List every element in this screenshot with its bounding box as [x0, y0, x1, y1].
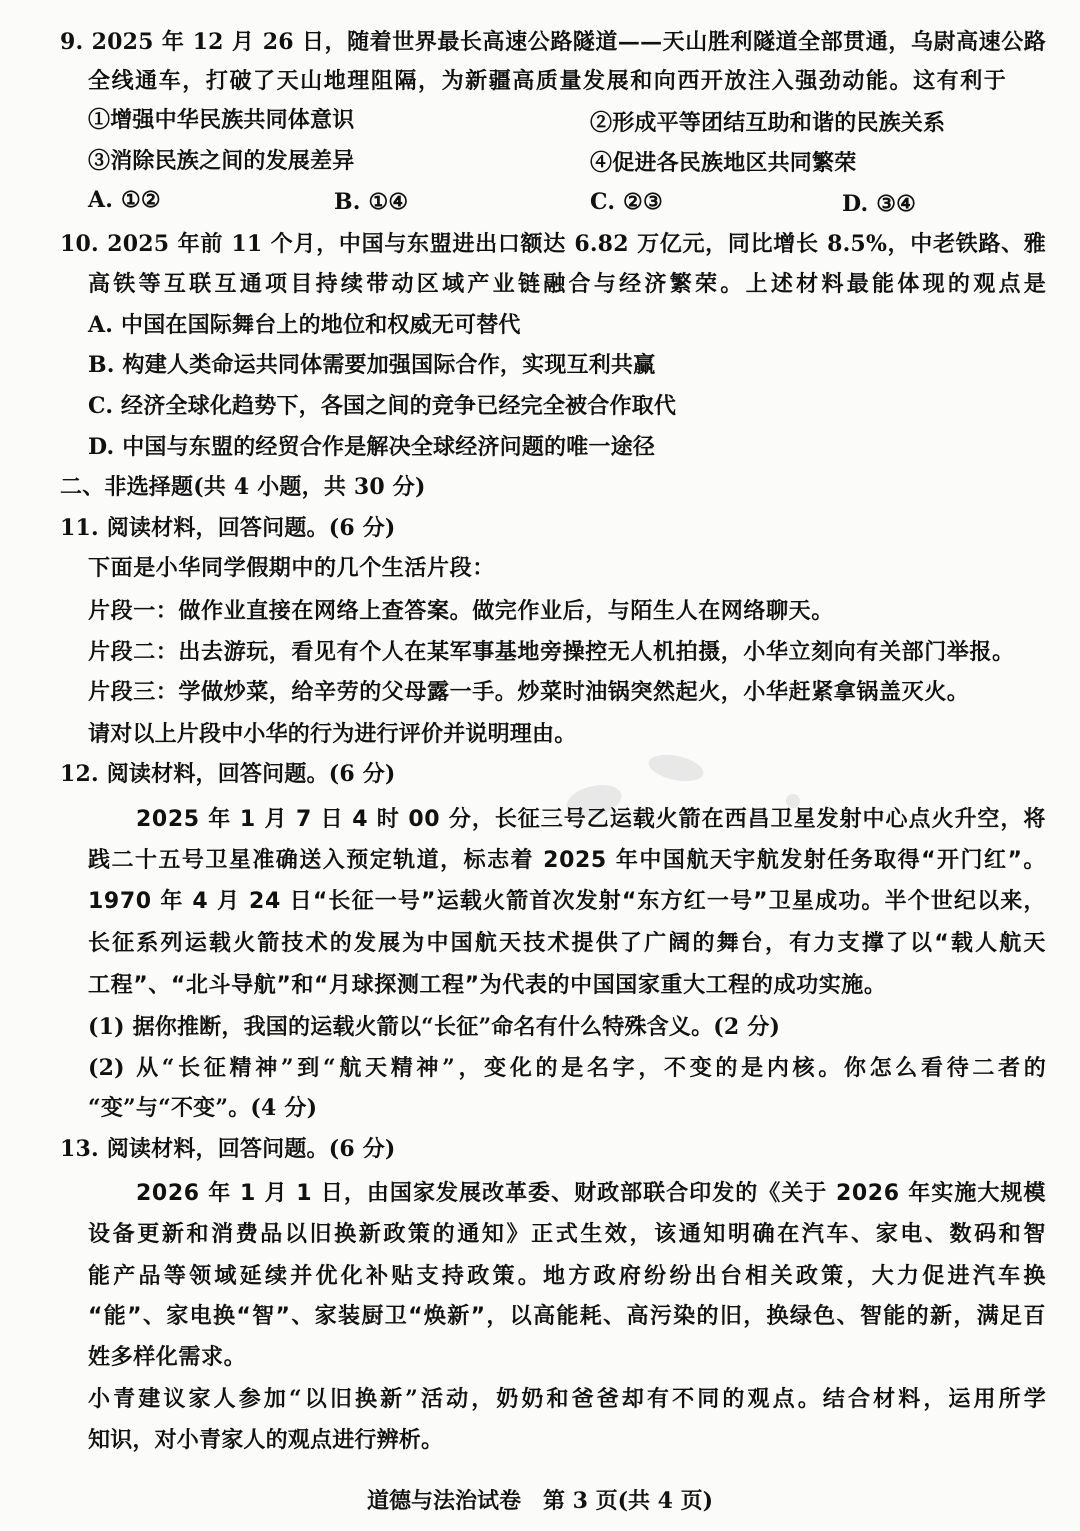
q9-stem-line-1: 9. 2025 年 12 月 26 日，随着世界最长高速公路隧道——天山胜利隧道全部贯通，乌尉高速公路 [60, 29, 1046, 55]
q12-subquestion-2-line-2: “变”与“不变”。(4 分) [88, 1095, 318, 1121]
q9-statement-2: ②形成平等团结互助和谐的民族关系 [590, 110, 946, 136]
q10-option-c: C. 经济全球化趋势下，各国之间的竞争已经完全被合作取代 [88, 393, 677, 419]
q10-stem-line-1: 10. 2025 年前 11 个月，中国与东盟进出口额达 6.82 万亿元，同比增长 8.5%，中老铁路、雅 [60, 231, 1046, 257]
q9-option-a: A. ①② [88, 187, 161, 213]
section-heading: 二、非选择题(共 4 小题，共 30 分) [60, 474, 426, 500]
q13-question-line-2: 知识，对小青家人的观点进行辨析。 [88, 1427, 444, 1453]
scan-smudge [646, 750, 706, 785]
q13-question-line-1: 小青建议家人参加“以旧换新”活动，奶奶和爸爸却有不同的观点。结合材料，运用所学 [88, 1386, 1046, 1412]
q12-material-line-4: 长征系列运载火箭技术的发展为中国航天技术提供了广阔的舞台，有力支撑了以“载人航天 [88, 931, 1046, 956]
q11-question: 请对以上片段中小华的行为进行评价并说明理由。 [88, 721, 577, 747]
page-footer: 道德与法治试卷 第 3 页(共 4 页) [366, 1488, 714, 1514]
q12-material-line-5: 工程”、“北斗导航”和“月球探测工程”为代表的中国国家重大工程的成功实施。 [88, 973, 887, 998]
q9-statement-1: ①增强中华民族共同体意识 [88, 107, 355, 133]
q11-title: 11. 阅读材料，回答问题。(6 分) [60, 515, 396, 541]
q12-title: 12. 阅读材料，回答问题。(6 分) [60, 761, 396, 787]
q9-statement-4: ④促进各民族地区共同繁荣 [590, 150, 857, 176]
q13-material-line-5: 姓多样化需求。 [88, 1345, 247, 1370]
q9-stem-line-2: 全线通车，打破了天山地理阻隔，为新疆高质量发展和向西开放注入强劲动能。这有利于 [88, 68, 1006, 94]
q9-option-c: C. ②③ [590, 189, 663, 215]
q11-intro: 下面是小华同学假期中的几个生活片段： [88, 556, 495, 581]
q10-option-d: D. 中国与东盟的经贸合作是解决全球经济问题的唯一途径 [88, 434, 656, 460]
q10-option-a: A. 中国在国际舞台上的地位和权威无可替代 [88, 312, 521, 338]
q12-material-line-2: 践二十五号卫星准确送入预定轨道，标志着 2025 年中国航天宇航发射任务取得“开门红”。 [88, 848, 1046, 873]
q11-segment-3: 片段三：学做炒菜，给辛劳的父母露一手。炒菜时油锅突然起火，小华赶紧拿锅盖灭火。 [88, 680, 970, 705]
q11-segment-2: 片段二：出去游玩，看见有个人在某军事基地旁操控无人机拍摄，小华立刻向有关部门举报。 [88, 640, 1015, 665]
q13-material-line-3: 能产品等领域延续并优化补贴支持政策。地方政府纷纷出台相关政策，大力促进汽车换 [88, 1264, 1046, 1289]
q12-subquestion-1: (1) 据你推断，我国的运载火箭以“长征”命名有什么特殊含义。(2 分) [88, 1014, 781, 1040]
q13-material-line-2: 设备更新和消费品以旧换新政策的通知》正式生效，该通知明确在汽车、家电、数码和智 [88, 1222, 1046, 1247]
q13-material-line-1: 2026 年 1 月 1 日，由国家发展改革委、财政部联合印发的《关于 2026 年实施大规模 [136, 1181, 1046, 1206]
q12-subquestion-2-line-1: (2) 从“长征精神”到“航天精神”，变化的是名字，不变的是内核。你怎么看待二者的 [88, 1055, 1046, 1081]
q9-option-b: B. ①④ [334, 189, 409, 215]
q12-material-line-1: 2025 年 1 月 7 日 4 时 00 分，长征三号乙运载火箭在西昌卫星发射中心点火升空，将 [136, 807, 1046, 832]
q9-statement-3: ③消除民族之间的发展差异 [88, 148, 355, 174]
q11-segment-1: 片段一：做作业直接在网络上查答案。做完作业后，与陌生人在网络聊天。 [88, 599, 834, 624]
q12-material-line-3: 1970 年 4 月 24 日“长征一号”运载火箭首次发射“东方红一号”卫星成功。半个世纪以来， [88, 889, 1046, 914]
q13-material-line-4: “能”、家电换“智”、家装厨卫“焕新”，以高能耗、高污染的旧，换绿色、智能的新，满足百 [88, 1304, 1046, 1329]
q10-stem-line-2: 高铁等互联互通项目持续带动区域产业链融合与经济繁荣。上述材料最能体现的观点是 [88, 271, 1046, 297]
q9-option-d: D. ③④ [842, 191, 917, 217]
q13-title: 13. 阅读材料，回答问题。(6 分) [60, 1136, 396, 1162]
q10-option-b: B. 构建人类命运共同体需要加强国际合作，实现互利共赢 [88, 352, 656, 378]
